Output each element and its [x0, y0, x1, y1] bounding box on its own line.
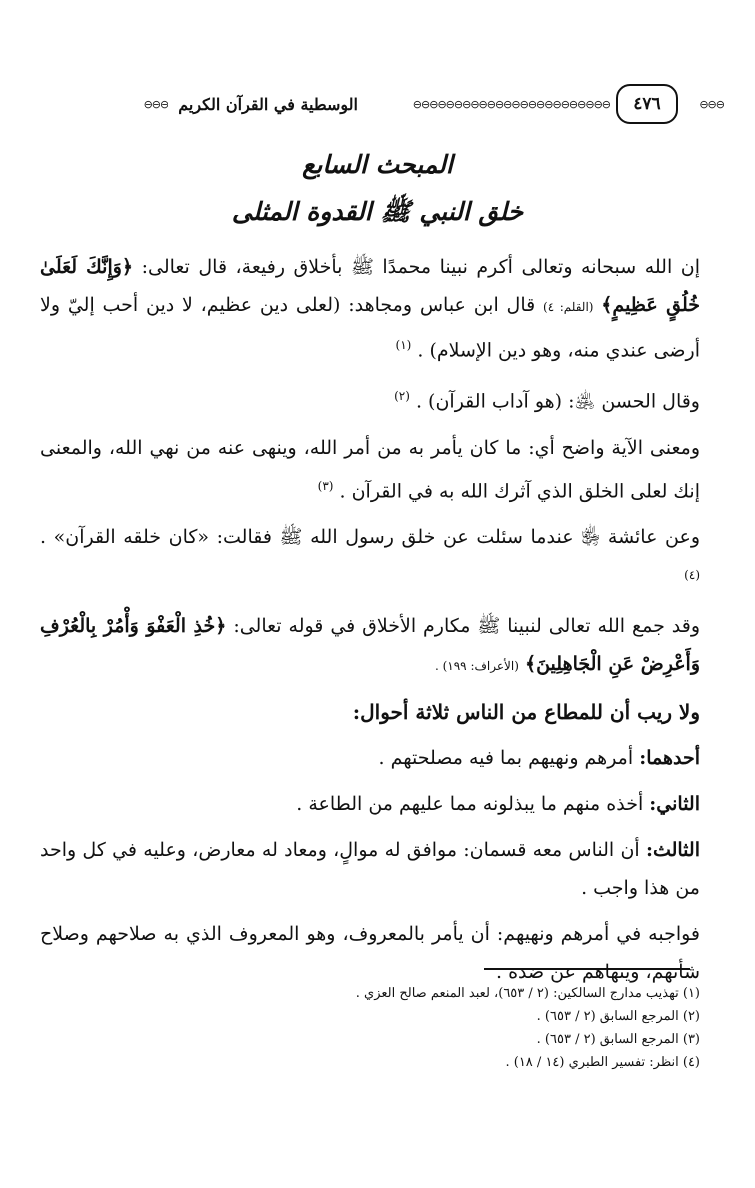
paragraph-2 [40, 377, 700, 420]
body-text [40, 248, 700, 999]
paragraph-5 [40, 607, 700, 685]
p1-text-a: إن الله سبحانه وتعالى أكرم نبينا محمدًا ﷺ بأخلاق رفيعة، قال تعالى: [141, 256, 700, 278]
paragraph-3 [40, 429, 700, 510]
p2-text: وقال الحسن ﵁: (هو آداب القرآن) . [415, 390, 700, 413]
p3-text: ومعنى الآية واضح أي: ما كان يأمر به من أمر الله، وينهى عنه من نهي الله، والمعنى إنك لعلى الخلق الذي آثرك الله به في القرآن . [40, 436, 700, 502]
footnotes [40, 982, 700, 1074]
state-1-label: أحدهما: [639, 747, 700, 770]
p4-text: وعن عائشة ﵂ عندما سئلت عن خلق رسول الله ﷺ فقالت: «كان خلقه القرآن» . [40, 525, 700, 548]
quran-verse-2: ﴿خُذِ الْعَفْوَ وَأْمُرْ بِالْعُرْفِ وَأَعْرِضْ عَنِ الْجَاهِلِينَ﴾ [40, 615, 700, 676]
footnote-divider [484, 968, 690, 970]
footnote-mark-4: (٤) [684, 567, 700, 582]
ornament-right: ⊖⊖⊖ [699, 97, 724, 111]
section-title: المبحث السابع [302, 150, 453, 179]
p1-text-b: قال ابن عباس ومجاهد: (لعلى دين عظيم، لا دين أحب إليّ ولا أرضى عندي منه، وهو دين الإسلام) . [40, 294, 700, 362]
state-1 [40, 739, 700, 777]
footnote-2: (٢) المرجع السابق (٢ / ٦٥٣) . [536, 1009, 700, 1024]
footnote-mark-3: (٣) [317, 478, 334, 493]
verse-ref-2: (الأعراف: ١٩٩) . [434, 659, 519, 674]
page-header [28, 84, 728, 124]
quran-verse-1: ﴿وَإِنَّكَ لَعَلَىٰ خُلُقٍ عَظِيمٍ﴾ [40, 256, 700, 316]
ornament-left: ⊖⊖⊖ [143, 97, 169, 111]
ornament-middle: ⊖⊖⊖⊖⊖⊖⊖⊖⊖⊖⊖⊖⊖⊖⊖⊖⊖⊖⊖⊖⊖⊖⊖⊖ [412, 97, 610, 111]
paragraph-10: فواجبه في أمرهم ونهيهم: أن يأمر بالمعروف، وهو المعروف الذي به صلاحهم وصلاح شأنهم، وينهاهم عن ضده . [40, 923, 700, 984]
paragraph-4 [40, 518, 700, 599]
state-1-text: أمرهم ونهيهم بما فيه مصلحتهم . [378, 747, 634, 770]
state-3-label: الثالث: [645, 839, 700, 862]
verse-ref-1: (القلم: ٤) [543, 300, 594, 314]
three-states-heading: ولا ريب أن للمطاع من الناس ثلاثة أحوال: [352, 700, 700, 725]
running-title: الوسطية في القرآن الكريم [178, 94, 358, 114]
footnote-4: (٤) انظر: تفسير الطبري (١٤ / ١٨) . [505, 1055, 700, 1070]
state-2-text: أخذه منهم ما يبذلونه مما عليهم من الطاعة . [296, 793, 644, 816]
section-subtitle: خلق النبي ﷺ القدوة المثلى [231, 197, 524, 226]
page-number: ٤٧٦ [616, 84, 678, 124]
footnote-1: (١) تهذيب مدارج السالكين: (٢ / ٦٥٣)، لعبد المنعم صالح العزي . [355, 986, 700, 1001]
state-3-text: أن الناس معه قسمان: موافق له موالٍ، ومعاد له معارض، وعليه في كل واحد من هذا واجب . [40, 839, 700, 900]
footnote-mark-1: (١) [395, 338, 412, 352]
state-2 [40, 785, 700, 823]
footnote-mark-2: (٢) [394, 389, 410, 404]
state-2-label: الثاني: [649, 793, 700, 816]
paragraph-1 [40, 248, 700, 369]
footnote-3: (٣) المرجع السابق (٢ / ٦٥٣) . [536, 1032, 700, 1047]
p5-text-a: وقد جمع الله تعالى لنبينا ﷺ مكارم الأخلاق في قوله تعالى: [233, 615, 700, 638]
state-3 [40, 831, 700, 907]
